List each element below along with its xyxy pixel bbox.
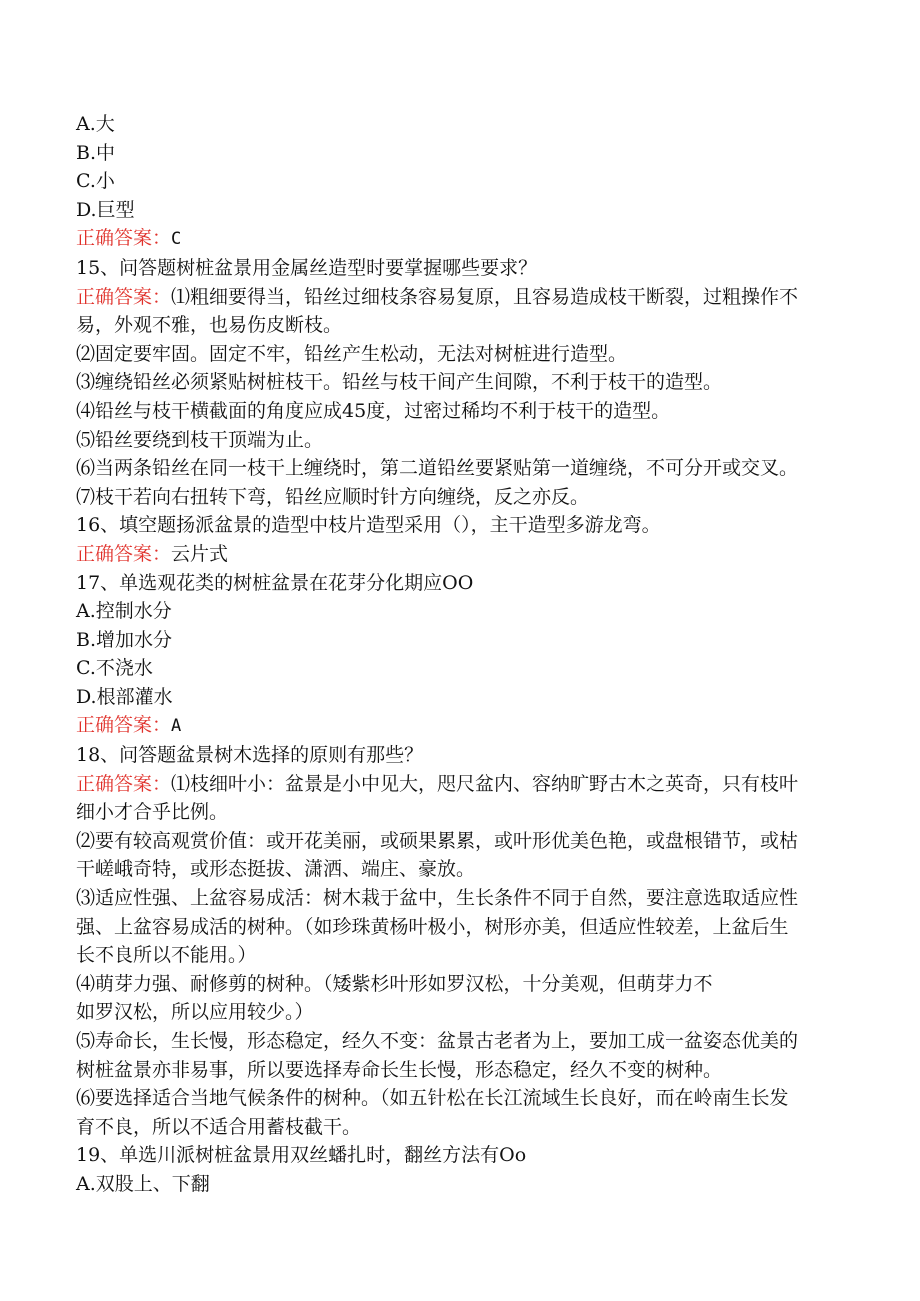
q19-question: 19、单选川派树桩盆景用双丝蟠扎时，翻丝方法有Oo — [76, 1144, 527, 1167]
q18-answer-text: ⑴枝细叶小：盆景是小中见大，咫尺盆内、容纳旷野古木之英奇，只有枝叶 — [171, 772, 799, 795]
q15-answer-line-8: ⑺枝干若向右扭转下弯，铅丝应顺时针方向缠绕，反之亦反。 — [76, 485, 590, 508]
q17-option-b: B.增加水分 — [76, 628, 173, 651]
q14-option-b: B.中 — [76, 141, 116, 164]
q16-answer-line — [76, 540, 856, 569]
q17-option-d: D.根部灌水 — [76, 685, 173, 708]
q14-option-a: A.大 — [76, 113, 115, 135]
q18-answer-line-11: 树桩盆景亦非易事，所以要选择寿命长生长慢，形态稳定，经久不变的树种。 — [76, 1058, 723, 1081]
q18-answer-line-7: 长不良所以不能用。） — [76, 944, 257, 967]
q17-answer-line — [76, 711, 856, 741]
q17-question: 17、单选观花类的树桩盆景在花芽分化期应OO — [76, 571, 474, 594]
q18-answer-line-2: 细小才合乎比例。 — [76, 801, 229, 824]
q18-answer-line-8: ⑷萌芽力强、耐修剪的树种。（矮紫杉叶形如罗汉松，十分美观，但萌芽力不 — [76, 972, 713, 995]
q18-question: 18、问答题盆景树木选择的原则有那些？ — [76, 744, 424, 767]
answer-label: 正确答案： — [76, 227, 172, 250]
q16-question: 16、填空题扬派盆景的造型中枝片造型采用（），主干造型多游龙弯。 — [76, 514, 661, 537]
q14-answer: C — [171, 229, 182, 250]
answer-label: 正确答案： — [76, 542, 172, 565]
q18-answer-line-10: ⑸寿命长，生长慢，形态稳定，经久不变：盆景古老者为上，要加工成一盆姿态优美的 — [76, 1030, 799, 1052]
q17-answer: A — [171, 716, 182, 737]
q18-answer-line-12: ⑹要选择适合当地气候条件的树种。（如五针松在长江流域生长良好，而在岭南生长发 — [76, 1087, 789, 1110]
q18-answer-line-13: 育不良，所以不适合用蓄枝截干。 — [76, 1115, 362, 1138]
q15-answer-line-5: ⑷铅丝与枝干横截面的角度应成45度，过密过稀均不利于枝干的造型。 — [76, 399, 671, 422]
q15-answer-line-7: ⑹当两条铅丝在同一枝干上缠绕时，第二道铅丝要紧贴第一道缠绕，不可分开或交叉。 — [76, 457, 799, 480]
q18-answer-line-4: 干嵯峨奇特，或形态挺拔、潇洒、端庄、豪放。 — [76, 858, 476, 881]
answer-label: 正确答案： — [76, 285, 172, 308]
answer-label: 正确答案： — [76, 772, 172, 795]
q19-option-a: A.双股上、下翻 — [76, 1172, 210, 1195]
document-content — [76, 110, 856, 1199]
q18-answer-line-3: ⑵要有较高观赏价值：或开花美丽，或硕果累累，或叶形优美色艳，或盘根错节，或枯 — [76, 829, 799, 852]
q14-option-c: C.小 — [76, 170, 115, 193]
q14-answer-line — [76, 224, 856, 254]
q18-answer-line-1 — [76, 770, 856, 799]
q16-answer: 云片式 — [171, 542, 229, 565]
q15-answer-line-4: ⑶缠绕铅丝必须紧贴树桩枝干。铅丝与枝干间产生间隙，不利于枝干的造型。 — [76, 371, 723, 394]
q15-question: 15、问答题树桩盆景用金属丝造型时要掌握哪些要求？ — [76, 256, 538, 279]
q17-option-a: A.控制水分 — [76, 600, 172, 623]
q18-answer-line-9: 如罗汉松，所以应用较少。） — [76, 1001, 314, 1024]
q15-answer-text: ⑴粗细要得当，铅丝过细枝条容易复原，且容易造成枝干断裂，过粗操作不 — [171, 285, 799, 308]
q15-answer-line-1 — [76, 283, 856, 312]
q14-option-d: D.巨型 — [76, 198, 135, 221]
q15-answer-line-3: ⑵固定要牢固。固定不牢，铅丝产生松动，无法对树桩进行造型。 — [76, 342, 628, 365]
q18-answer-line-6: 强、上盆容易成活的树种。（如珍珠黄杨叶极小，树形亦美，但适应性较差，上盆后生 — [76, 915, 789, 938]
q17-option-c: C.不浇水 — [76, 657, 153, 680]
answer-label: 正确答案： — [76, 714, 172, 737]
q15-answer-line-2: 易，外观不雅，也易伤皮断枝。 — [76, 314, 343, 337]
q15-answer-line-6: ⑸铅丝要绕到枝干顶端为止。 — [76, 428, 324, 451]
q18-answer-line-5: ⑶适应性强、上盆容易成活：树木栽于盆中，生长条件不同于自然，要注意选取适应性 — [76, 887, 799, 910]
